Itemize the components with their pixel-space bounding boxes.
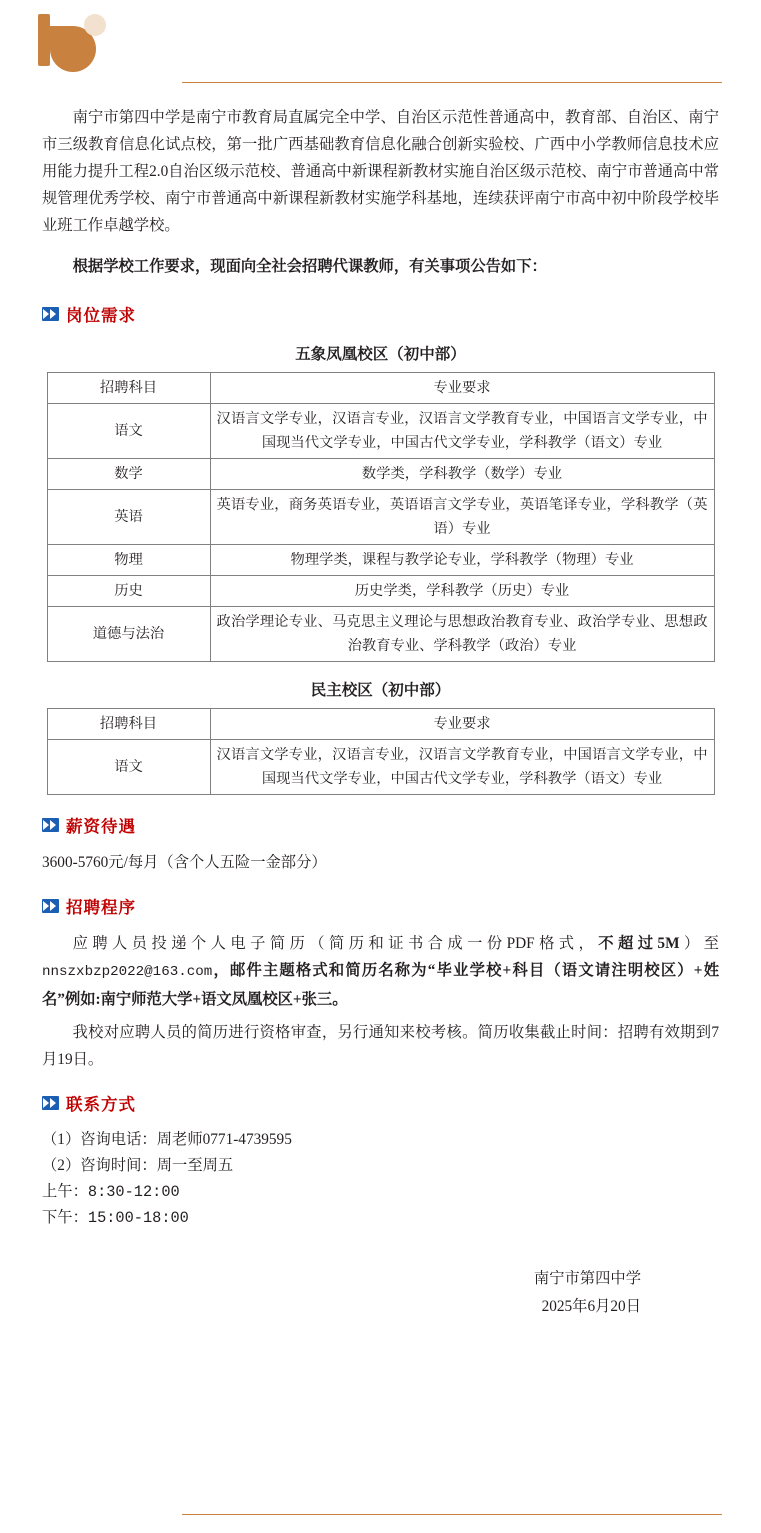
double-arrow-icon	[42, 1096, 59, 1110]
table-row	[47, 545, 714, 576]
table-header-subject: 招聘科目	[47, 709, 210, 740]
section-heading-contact	[42, 1091, 719, 1115]
section-title-procedure: 招聘程序	[66, 898, 136, 917]
procedure-size-limit: 不超过5M	[598, 935, 680, 952]
procedure-paragraph-1	[42, 930, 719, 1013]
contact-hours-morning: 上午：8:30-12:00	[42, 1183, 180, 1201]
double-arrow-icon	[42, 818, 59, 832]
table-title-1: 民主校区（初中部）	[310, 682, 451, 699]
cell-requirement: 历史学类，学科教学（历史）专业	[210, 576, 714, 607]
section-heading-salary	[42, 813, 719, 837]
table-row	[47, 576, 714, 607]
decorative-logo	[38, 14, 108, 72]
table-header-row	[47, 373, 714, 404]
procedure-email: nnszxbzp2022@163.com	[42, 964, 213, 980]
table-header-requirement: 专业要求	[210, 709, 714, 740]
table-row	[47, 740, 714, 795]
section-title-jobs: 岗位需求	[66, 306, 136, 325]
contact-hours-label: （2）咨询时间：周一至周五	[42, 1157, 234, 1174]
footer-divider	[182, 1514, 722, 1515]
header-divider	[182, 82, 722, 83]
cell-requirement: 政治学理论专业、马克思主义理论与思想政治教育专业、政治学专业、思想政治教育专业、学科教学（政治）专业	[210, 607, 714, 662]
intro-notice: 根据学校工作要求，现面向全社会招聘代课教师，有关事项公告如下：	[72, 258, 547, 275]
double-arrow-icon	[42, 899, 59, 913]
contact-hours-afternoon: 下午：15:00-18:00	[42, 1209, 189, 1227]
jobs-table-minzhu	[47, 708, 715, 795]
cell-subject: 语文	[47, 740, 210, 795]
cell-subject: 物理	[47, 545, 210, 576]
cell-subject: 数学	[47, 459, 210, 490]
salary-text: 3600-5760元/每月（含个人五险一金部分）	[42, 854, 327, 871]
cell-requirement: 数学类，学科教学（数学）专业	[210, 459, 714, 490]
table-header-requirement: 专业要求	[210, 373, 714, 404]
section-title-contact: 联系方式	[66, 1095, 136, 1114]
section-heading-procedure	[42, 894, 719, 918]
signature-org: 南宁市第四中学	[533, 1270, 641, 1287]
procedure-text-a: 应聘人员投递个人电子简历（简历和证书合成一份PDF格式，	[72, 935, 599, 952]
cell-requirement: 英语专业，商务英语专业，英语语言文学专业，英语笔译专业，学科教学（英语）专业	[210, 490, 714, 545]
cell-subject: 英语	[47, 490, 210, 545]
logo-circle-shape	[84, 14, 106, 36]
table-header-subject: 招聘科目	[47, 373, 210, 404]
cell-subject: 语文	[47, 404, 210, 459]
procedure-text-b: ）至	[679, 935, 719, 952]
jobs-table-fenghuang	[47, 372, 715, 662]
table-title-0: 五象凤凰校区（初中部）	[295, 346, 466, 363]
cell-requirement: 汉语言文学专业，汉语言专业，汉语言文学教育专业，中国语言文学专业，中国现当代文学专业，中国古代文学专业，学科教学（语文）专业	[210, 404, 714, 459]
cell-requirement: 汉语言文学专业，汉语言专业，汉语言文学教育专业，中国语言文学专业，中国现当代文学专业，中国古代文学专业，学科教学（语文）专业	[210, 740, 714, 795]
table-row	[47, 459, 714, 490]
contact-phone: （1）咨询电话：周老师0771-4739595	[42, 1131, 292, 1148]
cell-subject: 历史	[47, 576, 210, 607]
table-row	[47, 404, 714, 459]
table-header-row	[47, 709, 714, 740]
procedure-paragraph-2: 我校对应聘人员的简历进行资格审查，另行通知来校考核。简历收集截止时间：招聘有效期到7月19日。	[42, 1024, 719, 1068]
procedure-subject-format: ，邮件主题格式和简历名称为“毕业学校+科目（语文请注明校区）+姓名”例如:南宁师范大学+语文凤凰校区+张三。	[42, 962, 719, 1008]
signature-block	[42, 1265, 719, 1321]
intro-paragraph: 南宁市第四中学是南宁市教育局直属完全中学、自治区示范性普通高中，教育部、自治区、南宁市三级教育信息化试点校，第一批广西基础教育信息化融合创新实验校、广西中小学教师信息技术应用能力提升工程2.0自治区级示范校、普通高中新课程新教材实施自治区级示范校、南宁市普通高中常规管理优秀学校、南宁市普通高中新课程新教材实施学科基地，连续获评南宁市高中初中阶段学校毕业班工作卓越学校。	[42, 109, 719, 234]
logo-bar-shape	[38, 14, 50, 66]
cell-subject: 道德与法治	[47, 607, 210, 662]
double-arrow-icon	[42, 307, 59, 321]
cell-requirement: 物理学类，课程与教学论专业，学科教学（物理）专业	[210, 545, 714, 576]
table-row	[47, 490, 714, 545]
section-title-salary: 薪资待遇	[66, 817, 136, 836]
table-row	[47, 607, 714, 662]
section-heading-jobs	[42, 302, 719, 326]
bottom-spacer	[42, 1321, 719, 1381]
signature-date: 2025年6月20日	[541, 1298, 641, 1315]
